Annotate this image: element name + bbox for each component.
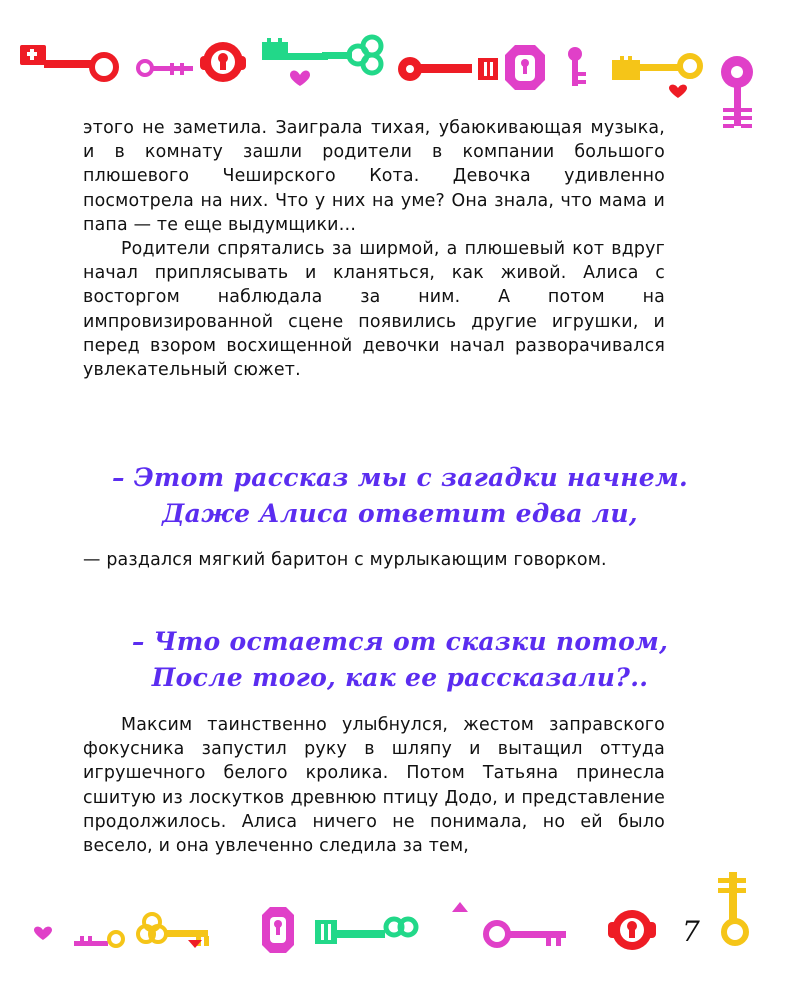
- key-icon: [486, 923, 566, 946]
- body-text-bottom: [83, 713, 665, 858]
- key-icon: [398, 57, 498, 81]
- bottom-decorative-border: [0, 860, 800, 1000]
- keyhole-icon: [200, 42, 246, 82]
- key-icon: [721, 56, 753, 128]
- key-icon: [718, 872, 746, 943]
- page-number: 7: [682, 915, 700, 948]
- verse-line: Даже Алиса ответит едва ли,: [162, 499, 638, 528]
- heart-icon: [34, 927, 52, 940]
- key-icon: [262, 38, 328, 60]
- verse-line: – Что остается от сказки потом,: [131, 627, 669, 656]
- heart-icon: [290, 70, 310, 86]
- key-icon: [315, 919, 416, 944]
- verse-line: После того, как ее рассказали?..: [151, 663, 649, 692]
- keyhole-icon: [262, 907, 294, 953]
- key-icon: [568, 47, 586, 86]
- verse-line: – Этот рассказ мы с загадки начнем.: [111, 463, 689, 492]
- body-text-top: [83, 116, 665, 382]
- verse-block: [60, 460, 740, 532]
- heart-icon: [452, 902, 468, 912]
- paragraph: Максим таинственно улыбнулся, жестом заправского фокусника запустил руку в шляпу и вытащил оттуда игрушечного белого кролика. Потом Татьяна принесла сшитую из лоскутков древнюю птицу Додо, и представление продолжилось. Алиса ничего не понимала, но ей было весело, и она увлеченно следила за тем,: [83, 715, 665, 857]
- paragraph: — раздался мягкий баритон с мурлыкающим говорком.: [83, 550, 607, 570]
- paragraph: Родители спрятались за ширмой, а плюшевый кот вдруг начал приплясывать и кланяться, как живой. Алиса с восторгом наблюдала за ним. А потом на импровизированной сцене появились другие игрушки, и перед взором восхищенной девочки начал разворачивался увлекательный сюжет.: [83, 239, 665, 381]
- keyhole-icon: [608, 910, 656, 950]
- key-icon: [612, 56, 700, 80]
- paragraph: этого не заметила. Заиграла тихая, убаюкивающая музыка, и в комнату зашли родители в компании большого плюшевого Чеширского Кота. Девочка удивленно посмотрела на них. Что у них на уме? Она знала, что мама и папа — те еще выдумщики…: [83, 118, 665, 235]
- heart-icon: [669, 85, 687, 98]
- key-icon: [322, 37, 381, 73]
- body-text-middle: [83, 548, 665, 572]
- key-icon: [138, 61, 193, 75]
- key-icon: [74, 932, 123, 946]
- key-icon: [20, 45, 116, 79]
- verse-block: [60, 624, 740, 696]
- keyhole-icon: [505, 45, 545, 90]
